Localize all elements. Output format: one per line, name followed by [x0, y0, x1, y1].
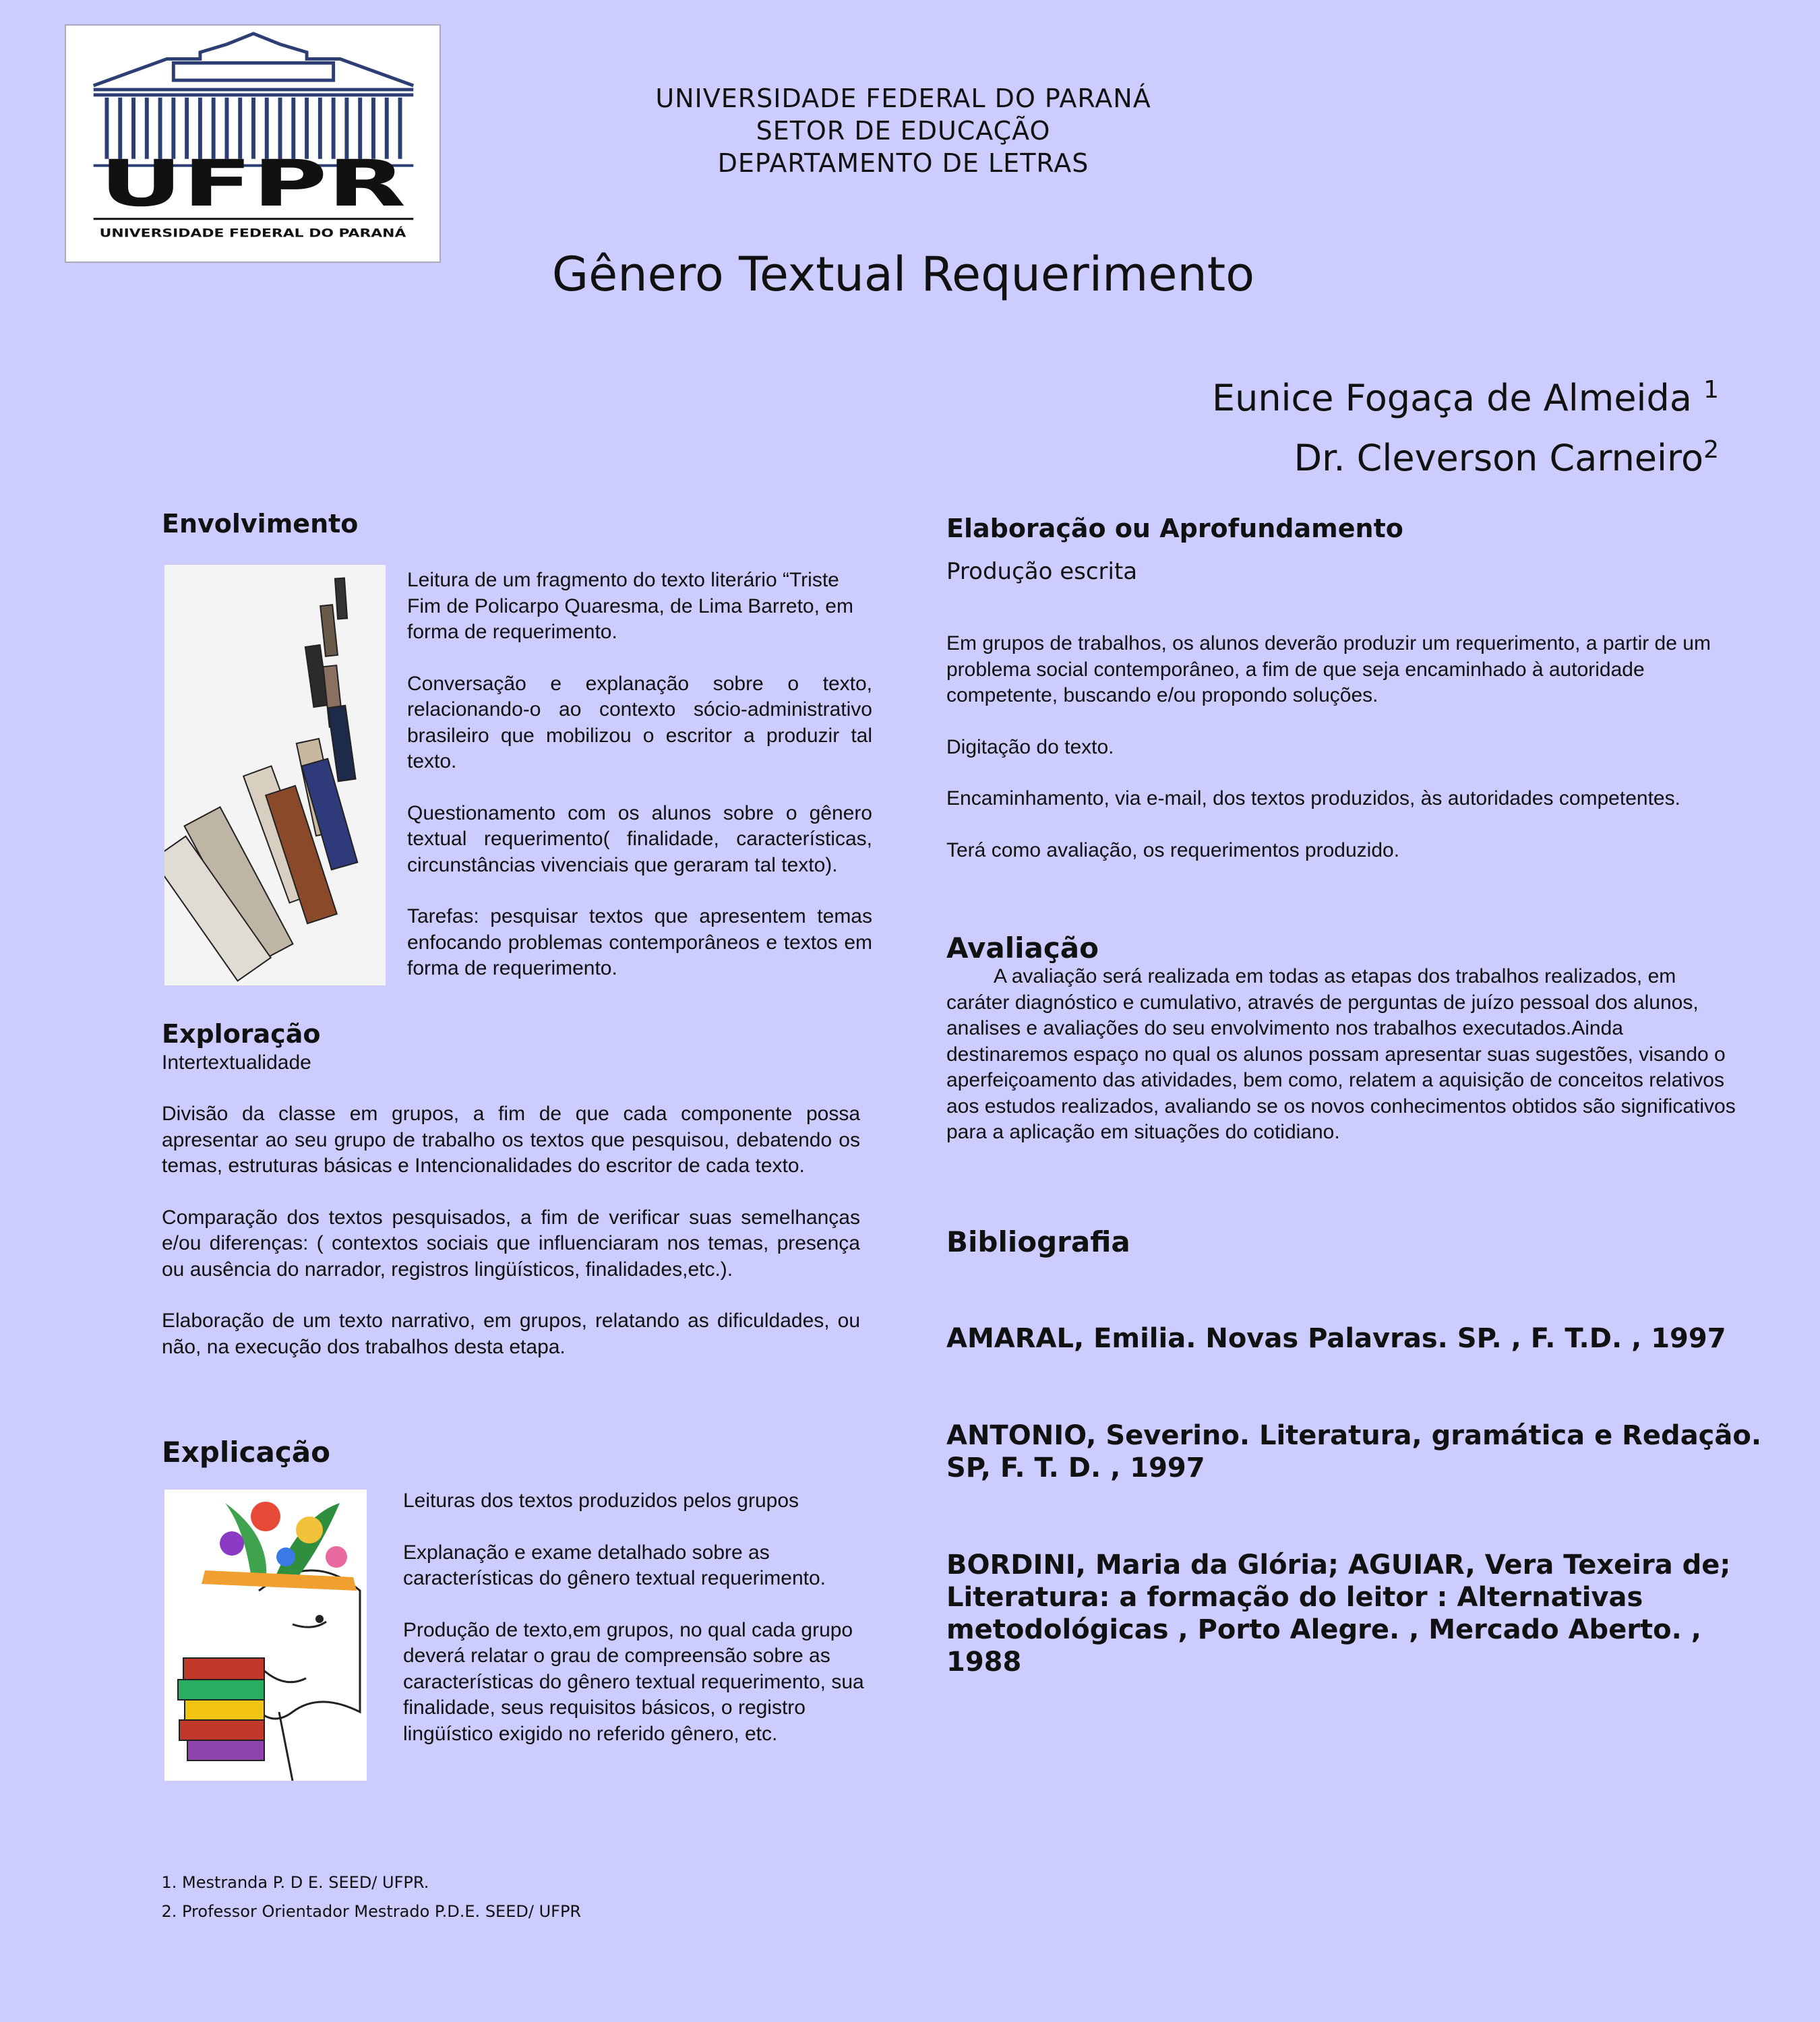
envolvimento-paragraph: Leitura de um fragmento do texto literário “Triste Fim de Policarpo Quaresma, de Lima Barreto, em forma de requerimento. [407, 569, 853, 643]
svg-text:UNIVERSIDADE FEDERAL DO PARANÁ: UNIVERSIDADE FEDERAL DO PARANÁ [99, 226, 336, 240]
exploracao-paragraph: Divisão da classe em grupos, a fim de que cada componente possa apresentar ao seu grupo de trabalho os textos que pesquisou, debatendo os temas, estruturas básicas e Intencionalidades do escritor de cada texto. [162, 1103, 860, 1177]
elaboracao-paragraph: Encaminhamento, via e-mail, dos textos produzidos, às autoridades competentes. [946, 787, 1680, 809]
elaboracao-text [946, 631, 1739, 863]
exploracao-text [162, 1101, 860, 1360]
books-domino-icon [164, 565, 386, 985]
explicacao-title: Explicação [162, 1436, 330, 1469]
authors [1212, 364, 1719, 484]
exploracao-paragraph: Elaboração de um texto narrativo, em grupos, relatando as dificuldades, ou não, na execução dos trabalhos desta etapa. [162, 1310, 860, 1358]
footnote-item: 1. Mestranda P. D E. SEED/ UFPR. [182, 1868, 581, 1897]
explicacao-paragraph: Leituras dos textos produzidos pelos grupos [403, 1490, 799, 1512]
footnote-item: 2. Professor Orientador Mestrado P.D.E. SEED/ UFPR [182, 1897, 581, 1926]
author-1: Eunice Fogaça de Almeida $^1$ [1211, 376, 1719, 419]
elaboracao-subtitle: Produção escrita [946, 558, 1138, 585]
falling-books-image [164, 565, 386, 985]
elaboracao-paragraph: Em grupos de trabalhos, os alunos deverão produzir um requerimento, a partir de um problema social contemporâneo, a fim de que seja encaminhado à autoridade competente, buscando e/ou propondo soluções. [946, 632, 1711, 706]
elaboracao-paragraph: Terá como avaliação, os requerimentos produzido. [946, 838, 1400, 861]
explicacao-paragraph: Explanação e exame detalhado sobre as características do gênero textual requerimento. [403, 1541, 826, 1589]
university-name: UNIVERSIDADE FEDERAL DO PARANÁ [655, 84, 1151, 113]
exploracao-subtitle: Intertextualidade [162, 1051, 311, 1074]
sector-name: SETOR DE EDUCAÇÃO [756, 116, 1051, 146]
bibliografia-title: Bibliografia [946, 1225, 1130, 1258]
page-title: Gênero Textual Requerimento [551, 247, 1255, 302]
department-name: DEPARTAMENTO DE LETRAS [717, 148, 1089, 178]
envolvimento-paragraph: Tarefas: pesquisar textos que apresentem temas enfocando problemas contemporâneos e textos em forma de requerimento. [407, 905, 872, 979]
footnotes [162, 1868, 581, 1926]
envolvimento-text [407, 568, 872, 982]
envolvimento-title: Envolvimento [162, 509, 359, 539]
ufpr-building-logo-icon [66, 26, 439, 262]
envolvimento-paragraph: Conversação e explanação sobre o texto, relacionando-o ao contexto sócio-administrativo brasileiro que mobilizou o escritor a produzir tal texto. [407, 672, 872, 772]
svg-text:UFPR: UFPR [99, 146, 406, 221]
elaboracao-paragraph: Digitação do texto. [946, 735, 1114, 758]
bibliography-entry: BORDINI, Maria da Glória; AGUIAR, Vera Texeira de; Literatura: a formação do leitor : Alternativas metodológicas , Porto Alegre. , Mercado Aberto. , 1988 [946, 1550, 1731, 1678]
bibliography-entry: AMARAL, Emilia. Novas Palavras. SP. , F. T.D. , 1997 [946, 1323, 1726, 1354]
reading-head-illustration [164, 1490, 367, 1781]
ufpr-logo [65, 24, 441, 263]
author-2: Dr. Cleverson Carneiro$^2$ [1294, 436, 1719, 479]
exploracao-title: Exploração [162, 1019, 321, 1049]
avaliacao-title: Avaliação [946, 931, 1099, 964]
elaboracao-title: Elaboração ou Aprofundamento [946, 514, 1403, 543]
institution-header [472, 82, 1335, 179]
explicacao-paragraph: Produção de texto,em grupos, no qual cada grupo deverá relatar o grau de compreensão sobre as características do gênero textual requerimento, sua finalidade, seus requisitos básicos, o registro lingüístico exigido no referido gênero, etc. [403, 1618, 864, 1745]
bibliography-entry: ANTONIO, Severino. Literatura, gramática e Redação. SP, F. T. D. , 1997 [946, 1420, 1762, 1483]
envolvimento-paragraph: Questionamento com os alunos sobre o gênero textual requerimento( finalidade, características, circunstâncias vivenciais que geraram tal texto). [407, 801, 872, 876]
head-eating-books-icon [164, 1490, 367, 1781]
exploracao-paragraph: Comparação dos textos pesquisados, a fim de verificar suas semelhanças e/ou diferenças: ( contextos sociais que influenciaram nos temas, presença ou ausência do narrador, registros lingüísticos, finalidades,etc.). [162, 1206, 860, 1281]
avaliacao-text: A avaliação será realizada em todas as etapas dos trabalhos realizados, em caráter diagnóstico e cumulativo, através de perguntas de juízo pessoal dos alunos, analises e avaliações do seu envolvimento nos trabalhos executados.Ainda destinaremos espaço no qual os alunos possam apresentar suas sugestões, visando o aperfeiçoamento das atividades, bem como, relatem a aquisição de conceitos relativos aos estudos realizados, avaliando se os novos conhecimentos obtidos são significativos para a aplicação em situações do cotidiano. [946, 965, 1736, 1143]
explicacao-text [403, 1488, 868, 1747]
